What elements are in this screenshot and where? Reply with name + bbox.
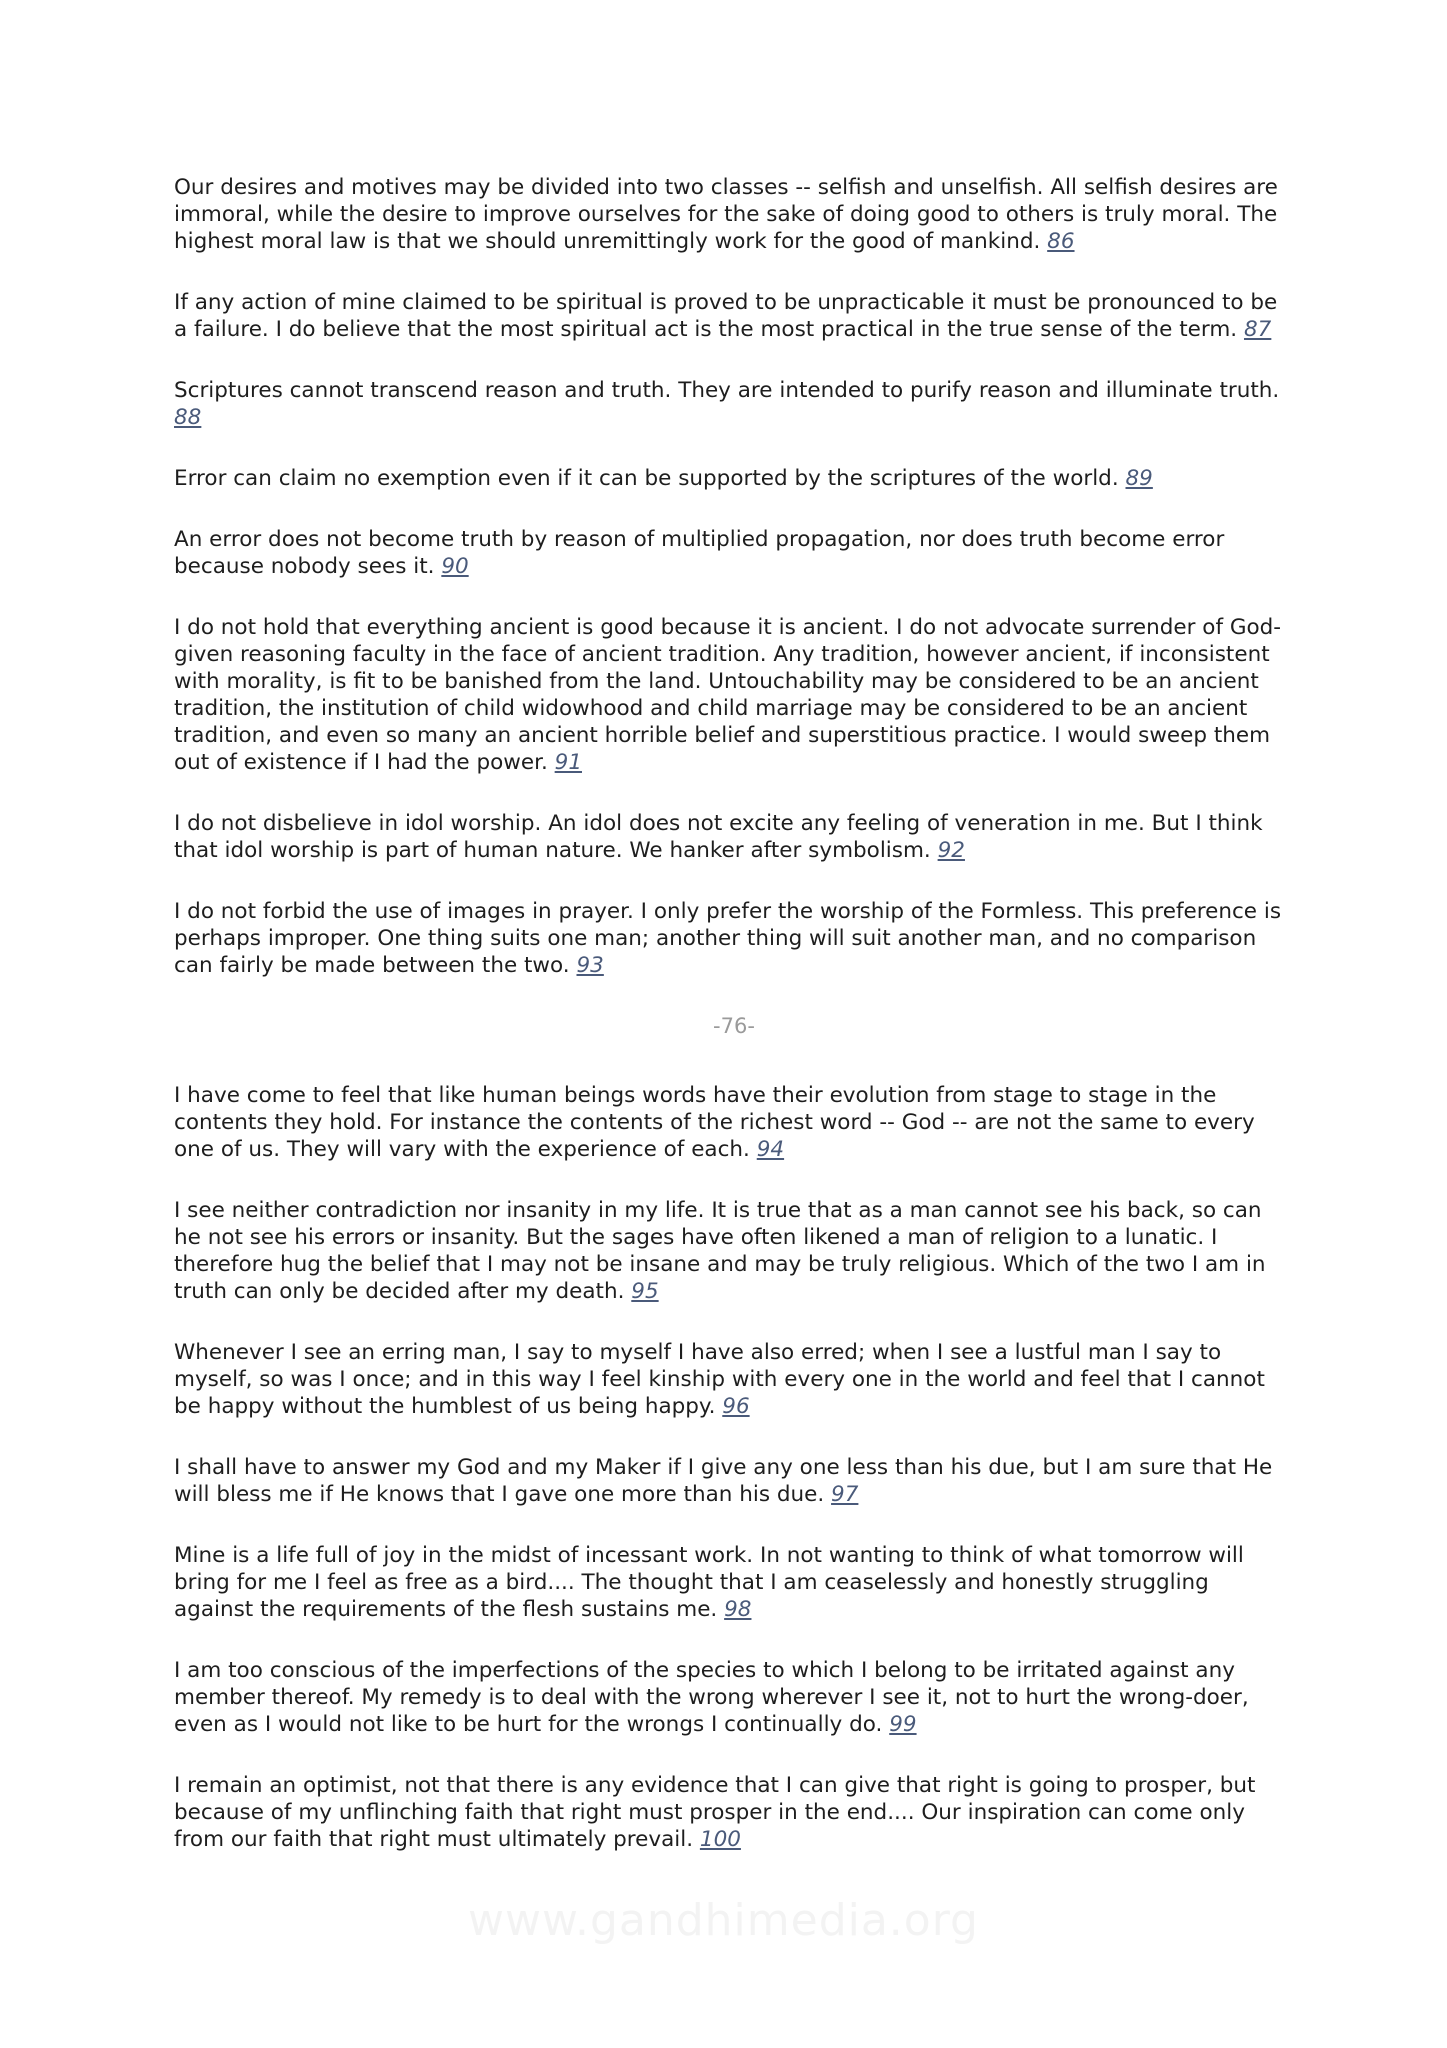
footnote-link-97[interactable]: 97 — [831, 1482, 859, 1507]
paragraph-text: I see neither contradiction nor insanity in my life. It is true that as a man cannot see his back, so can he not see his errors or insanity. But the sages have often likened a man of religion to a lunatic. I therefore hug the belief that I may not be insane and may be truly religious. Which of the two I am in truth can only be decided after my death. — [174, 1198, 1266, 1304]
paragraph-text: Whenever I see an erring man, I say to myself I have also erred; when I see a lustful man I say to myself, so was I once; and in this way I feel kinship with every one in the world and feel that I cannot be happy without the humblest of us being happy. — [174, 1340, 1265, 1419]
paragraph-93 — [174, 898, 1294, 979]
footnote-link-95[interactable]: 95 — [631, 1279, 659, 1304]
paragraph-text: Error can claim no exemption even if it can be supported by the scriptures of the world. — [174, 466, 1119, 491]
footnote-link-96[interactable]: 96 — [722, 1394, 750, 1419]
footnote-link-98[interactable]: 98 — [724, 1597, 752, 1622]
paragraph-94 — [174, 1082, 1294, 1163]
paragraph-98 — [174, 1542, 1294, 1623]
page-number: -76- — [713, 1014, 755, 1038]
paragraph-89 — [174, 465, 1294, 492]
paragraph-88 — [174, 377, 1294, 431]
footnote-link-94[interactable]: 94 — [756, 1137, 785, 1162]
document-body — [174, 174, 1294, 1887]
footnote-link-89[interactable]: 89 — [1125, 466, 1153, 491]
paragraph-text: I do not forbid the use of images in prayer. I only prefer the worship of the Formless. This preference is perhaps improper. One thing suits one man; another thing will suit another man, and no comparison can fairly be made between the two. — [174, 899, 1282, 978]
footnote-link-90[interactable]: 90 — [441, 554, 469, 579]
paragraph-text: I am too conscious of the imperfections of the species to which I belong to be irritated against any member thereof. My remedy is to deal with the wrong wherever I see it, not to hurt the wrong-doer, even as I would not like to be hurt for the wrongs I continually do. — [174, 1658, 1249, 1737]
footnote-link-88[interactable]: 88 — [174, 405, 202, 430]
footnote-link-99[interactable]: 99 — [889, 1712, 917, 1737]
paragraph-text: I have come to feel that like human beings words have their evolution from stage to stage in the contents they hold. For instance the contents of the richest word -- God -- are not the same to every one of us. They will vary with the experience of each. — [174, 1083, 1255, 1162]
paragraph-92 — [174, 810, 1294, 864]
footnote-link-93[interactable]: 93 — [576, 953, 604, 978]
footnote-link-92[interactable]: 92 — [937, 838, 965, 863]
paragraph-87 — [174, 289, 1294, 343]
paragraph-text: Our desires and motives may be divided into two classes -- selfish and unselfish. All selfish desires are immoral, while the desire to improve ourselves for the sake of doing good to others is truly moral. The highest moral law is that we should unremittingly work for the good of mankind. — [174, 175, 1278, 254]
paragraph-text: Mine is a life full of joy in the midst of incessant work. In not wanting to think of what tomorrow will bring for me I feel as free as a bird.... The thought that I am ceaselessly and honestly struggling against the requirements of the flesh sustains me. — [174, 1543, 1244, 1622]
footnote-link-100[interactable]: 100 — [699, 1827, 741, 1852]
paragraph-text: An error does not become truth by reason of multiplied propagation, nor does truth become error because nobody sees it. — [174, 527, 1225, 579]
paragraph-text: I shall have to answer my God and my Maker if I give any one less than his due, but I am sure that He will bless me if He knows that I gave one more than his due. — [174, 1455, 1273, 1507]
paragraph-90 — [174, 526, 1294, 580]
footnote-link-87[interactable]: 87 — [1243, 317, 1272, 342]
paragraph-91 — [174, 614, 1294, 776]
paragraph-text: I do not disbelieve in idol worship. An idol does not excite any feeling of veneration in me. But I think that idol worship is part of human nature. We hanker after symbolism. — [174, 811, 1263, 863]
paragraph-text: If any action of mine claimed to be spiritual is proved to be unpracticable it must be pronounced to be a failure. I do believe that the most spiritual act is the most practical in the true sense of the term. — [174, 290, 1278, 342]
paragraph-text: I do not hold that everything ancient is good because it is ancient. I do not advocate surrender of God-given reasoning faculty in the face of ancient tradition. Any tradition, however ancient, if inconsistent with morality, is fit to be banished from the land. Untouchability may be considered to be an ancient tradition, the institution of child widowhood and child marriage may be considered to be an ancient tradition, and even so many an ancient horrible belief and superstitious practice. I would sweep them out of existence if I had the power. — [174, 615, 1282, 775]
footnote-link-91[interactable]: 91 — [554, 750, 582, 775]
paragraph-100 — [174, 1772, 1294, 1853]
watermark: www.gandhimedia.org — [468, 1895, 979, 1946]
paragraph-text: Scriptures cannot transcend reason and truth. They are intended to purify reason and illuminate truth. — [174, 378, 1280, 403]
footnote-link-86[interactable]: 86 — [1047, 229, 1075, 254]
paragraph-86 — [174, 174, 1294, 255]
paragraph-99 — [174, 1657, 1294, 1738]
paragraph-95 — [174, 1197, 1294, 1305]
paragraph-96 — [174, 1339, 1294, 1420]
paragraph-97 — [174, 1454, 1294, 1508]
paragraph-text: I remain an optimist, not that there is any evidence that I can give that right is going to prosper, but because of my unflinching faith that right must prosper in the end.... Our inspiration can come only from our faith that right must ultimately prevail. — [174, 1773, 1256, 1852]
